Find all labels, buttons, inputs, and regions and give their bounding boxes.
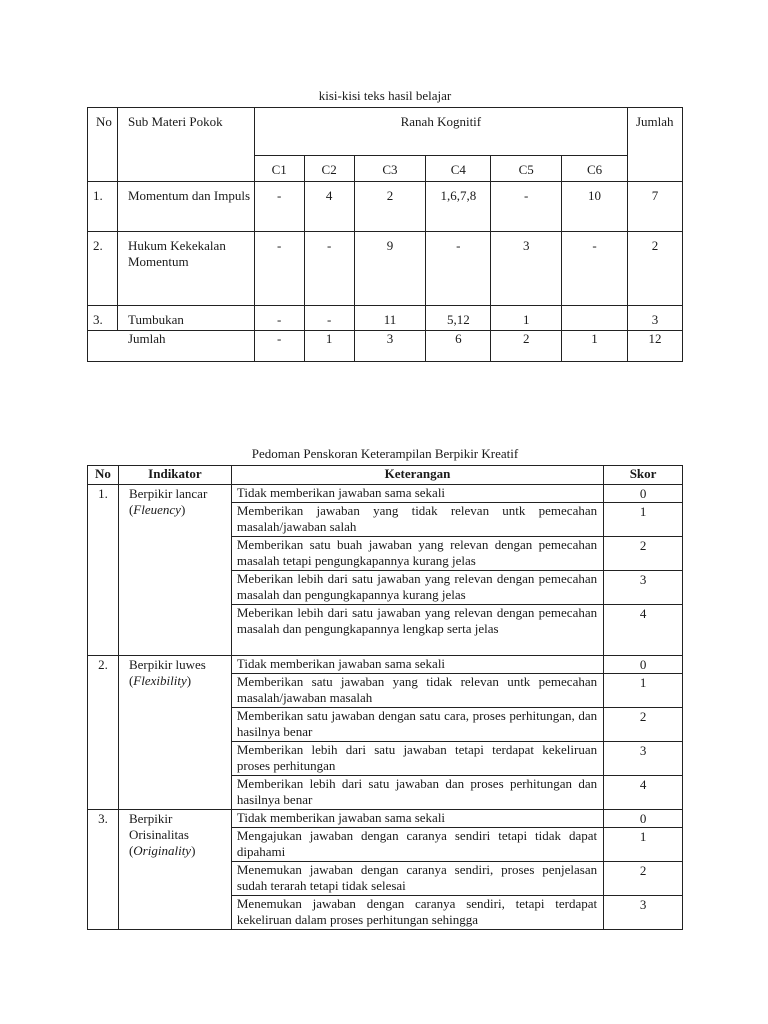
group-no: 1.	[88, 485, 119, 656]
table-row	[88, 656, 683, 674]
skor-cell: 0	[604, 656, 683, 674]
header-jumlah: Jumlah	[627, 108, 682, 182]
keterangan-cell: Memberikan lebih dari satu jawaban dan proses perhitungan dan hasilnya benar	[231, 776, 603, 810]
skor-cell: 4	[604, 776, 683, 810]
table-row	[88, 306, 683, 331]
table-row	[88, 182, 683, 232]
table-row	[88, 232, 683, 306]
table2-title: Pedoman Penskoran Keterampilan Berpikir Kreatif	[251, 446, 519, 461]
skor-cell: 3	[604, 742, 683, 776]
keterangan-cell: Tidak memberikan jawaban sama sekali	[231, 485, 603, 503]
scoring-table	[87, 465, 683, 930]
cell: 1	[562, 331, 628, 362]
indikator-english: Flexibility	[133, 673, 187, 688]
cell: 5,12	[426, 306, 491, 331]
header-no: No	[88, 108, 118, 182]
keterangan-cell: Memberikan satu buah jawaban yang relevan dengan pemecahan masalah tetapi pengungkapannya kurang jelas	[231, 537, 603, 571]
skor-cell: 1	[604, 828, 683, 862]
kisi-kisi-table	[87, 107, 683, 362]
header-keterangan: Keterangan	[231, 466, 603, 485]
skor-cell: 0	[604, 810, 683, 828]
cell: 11	[354, 306, 426, 331]
indikator-label: Berpikir lancar	[128, 486, 208, 501]
cell: 1,6,7,8	[426, 182, 491, 232]
keterangan-cell: Meberikan lebih dari satu jawaban yang relevan dengan pemecahan masalah dan pengungkapannya kurang jelas	[231, 571, 603, 605]
level-c3: C3	[354, 156, 426, 182]
cell: -	[562, 232, 628, 306]
indikator-cell: Berpikir Orisinalitas (Originality)	[118, 810, 231, 930]
keterangan-cell: Mengajukan jawaban dengan caranya sendiri tetapi tidak dapat dipahami	[231, 828, 603, 862]
group-no: 2.	[88, 656, 119, 810]
cell: 9	[354, 232, 426, 306]
cell: -	[254, 306, 304, 331]
cell: -	[254, 331, 304, 362]
row-sub: Tumbukan	[117, 306, 254, 331]
cell: 4	[304, 182, 354, 232]
indikator-cell: Berpikir luwes (Flexibility)	[118, 656, 231, 810]
skor-cell: 1	[604, 674, 683, 708]
header-sub-materi: Sub Materi Pokok	[117, 108, 254, 182]
level-c2: C2	[304, 156, 354, 182]
row-no: 1.	[88, 182, 118, 232]
keterangan-cell: Meberikan lebih dari satu jawaban yang relevan dengan pemecahan masalah dan pengungkapannya lengkap serta jelas	[231, 605, 603, 656]
row-no: 3.	[88, 306, 118, 331]
row-jumlah: 2	[627, 232, 682, 306]
table1-title: kisi-kisi teks hasil belajar	[318, 88, 452, 103]
row-jumlah: 7	[627, 182, 682, 232]
cell: -	[254, 182, 304, 232]
keterangan-cell: Memberikan satu jawaban dengan satu cara, proses perhitungan, dan hasilnya benar	[231, 708, 603, 742]
cell: 10	[562, 182, 628, 232]
header-indikator: Indikator	[118, 466, 231, 485]
keterangan-cell: Memberikan lebih dari satu jawaban tetapi terdapat kekeliruan proses perhitungan	[231, 742, 603, 776]
cell: 2	[491, 331, 562, 362]
skor-cell: 3	[604, 896, 683, 930]
table-row	[88, 485, 683, 503]
skor-cell: 2	[604, 862, 683, 896]
indikator-label: Berpikir Orisinalitas	[128, 811, 189, 842]
header-skor: Skor	[604, 466, 683, 485]
cell: 3	[354, 331, 426, 362]
skor-cell: 2	[604, 537, 683, 571]
cell: 1	[304, 331, 354, 362]
header-no: No	[88, 466, 119, 485]
row-sub: Momentum dan Impuls	[117, 182, 254, 232]
cell: -	[426, 232, 491, 306]
keterangan-cell: Tidak memberikan jawaban sama sekali	[231, 656, 603, 674]
keterangan-cell: Memberikan jawaban yang tidak relevan untk pemecahan masalah/jawaban salah	[231, 503, 603, 537]
level-c5: C5	[491, 156, 562, 182]
cell: -	[254, 232, 304, 306]
level-c4: C4	[426, 156, 491, 182]
indikator-english: Originality	[133, 843, 192, 858]
keterangan-cell: Menemukan jawaban dengan caranya sendiri, proses penjelasan sudah terarah tetapi tidak selesai	[231, 862, 603, 896]
cell: -	[491, 182, 562, 232]
row-sub: Hukum Kekekalan Momentum	[117, 232, 254, 306]
skor-cell: 0	[604, 485, 683, 503]
header-ranah-kognitif: Ranah Kognitif	[254, 108, 627, 156]
total-jumlah: 12	[627, 331, 682, 362]
indikator-english: Fleuency	[133, 502, 181, 517]
indikator-label: Berpikir luwes	[128, 657, 206, 672]
keterangan-cell: Menemukan jawaban dengan caranya sendiri, tetapi terdapat kekeliruan dalam proses perhitungan sehingga	[231, 896, 603, 930]
total-label: Jumlah	[88, 331, 255, 362]
group-no: 3.	[88, 810, 119, 930]
indikator-cell: Berpikir lancar (Fleuency)	[118, 485, 231, 656]
row-jumlah: 3	[627, 306, 682, 331]
total-row	[88, 331, 683, 362]
table-row	[88, 810, 683, 828]
keterangan-cell: Tidak memberikan jawaban sama sekali	[231, 810, 603, 828]
scoring-body	[88, 485, 683, 930]
level-c6: C6	[562, 156, 628, 182]
cell	[562, 306, 628, 331]
row-no: 2.	[88, 232, 118, 306]
cell: 2	[354, 182, 426, 232]
cell: 6	[426, 331, 491, 362]
skor-cell: 4	[604, 605, 683, 656]
cell: -	[304, 232, 354, 306]
skor-cell: 1	[604, 503, 683, 537]
keterangan-cell: Memberikan satu jawaban yang tidak relevan untk pemecahan masalah/jawaban masalah	[231, 674, 603, 708]
skor-cell: 3	[604, 571, 683, 605]
cell: 3	[491, 232, 562, 306]
cell: 1	[491, 306, 562, 331]
cell: -	[304, 306, 354, 331]
level-c1: C1	[254, 156, 304, 182]
skor-cell: 2	[604, 708, 683, 742]
